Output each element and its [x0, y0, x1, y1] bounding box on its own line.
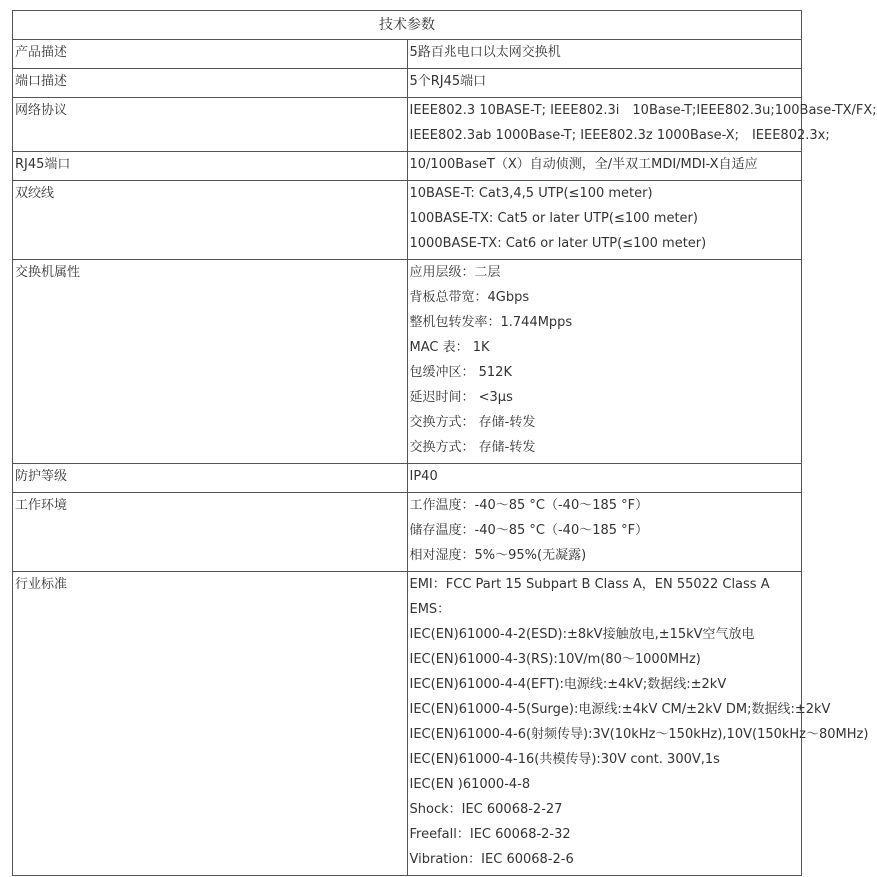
- value-line: Freefall：IEC 60068-2-32: [409, 827, 571, 842]
- row-value: [407, 260, 802, 464]
- table-row: [13, 181, 802, 260]
- row-value: [407, 572, 869, 876]
- value-line: IEC(EN)61000-4-6(射频传导):3V(10kHz～150kHz),10V(150kHz～80MHz): [409, 727, 869, 742]
- row-value: [407, 152, 802, 181]
- value-line: 5个RJ45端口: [409, 74, 487, 89]
- row-value: [407, 493, 802, 572]
- row-label: RJ45端口: [13, 152, 408, 181]
- value-line: 1000BASE-TX: Cat6 or later UTP(≤100 meter): [409, 236, 707, 251]
- value-line: IEC(EN)61000-4-3(RS):10V/m(80～1000MHz): [409, 652, 701, 667]
- value-line: 100BASE-TX: Cat5 or later UTP(≤100 meter): [409, 211, 698, 226]
- value-line: 交换方式： 存储-转发: [409, 415, 536, 430]
- row-label: 交换机属性: [13, 260, 408, 464]
- value-line: Vibration：IEC 60068-2-6: [409, 852, 574, 867]
- table-row: [13, 493, 802, 572]
- table-title: 技术参数: [13, 11, 802, 40]
- table-row: [13, 69, 802, 98]
- row-value: [407, 464, 802, 493]
- value-line: EMI：FCC Part 15 Subpart B Class A，EN 55022 Class A: [409, 577, 770, 592]
- value-line: 延迟时间： <3μs: [409, 390, 513, 405]
- row-label: 防护等级: [13, 464, 408, 493]
- value-line: IEC(EN)61000-4-16(共模传导):30V cont. 300V,1s: [409, 752, 720, 767]
- value-line: IEEE802.3ab 1000Base-T; IEEE802.3z 1000Base-X; IEEE802.3x;: [409, 128, 830, 143]
- value-line: 整机包转发率：1.744Mpps: [409, 315, 573, 330]
- value-line: EMS：: [409, 602, 451, 617]
- row-value: [407, 40, 802, 69]
- table-row: [13, 98, 802, 152]
- row-label: 行业标准: [13, 572, 408, 876]
- table-row: [13, 152, 802, 181]
- value-line: Shock：IEC 60068-2-27: [409, 802, 563, 817]
- value-line: 5路百兆电口以太网交换机: [409, 45, 561, 60]
- spec-table: [12, 10, 877, 876]
- value-line: IEC(EN)61000-4-5(Surge):电源线:±4kV CM/±2kV DM;数据线:±2kV: [409, 702, 831, 717]
- value-line: 10BASE-T: Cat3,4,5 UTP(≤100 meter): [409, 186, 653, 201]
- value-line: IEC(EN )61000-4-8: [409, 777, 531, 792]
- row-label: 产品描述: [13, 40, 408, 69]
- value-line: MAC 表： 1K: [409, 340, 490, 355]
- value-line: IEC(EN)61000-4-2(ESD):±8kV接触放电,±15kV空气放电: [409, 627, 755, 642]
- table-row: [13, 572, 802, 876]
- value-line: 包缓冲区： 512K: [409, 365, 512, 380]
- row-value: [407, 98, 877, 152]
- value-line: 工作温度：-40～85 °C（-40～185 °F）: [409, 498, 649, 513]
- table-row: [13, 464, 802, 493]
- value-line: IEC(EN)61000-4-4(EFT):电源线:±4kV;数据线:±2kV: [409, 677, 727, 692]
- table-row: [13, 40, 802, 69]
- value-line: 背板总带宽：4Gbps: [409, 290, 530, 305]
- row-value: [407, 69, 802, 98]
- row-value: [407, 181, 802, 260]
- row-label: 双绞线: [13, 181, 408, 260]
- value-line: 应用层级：二层: [409, 265, 501, 280]
- table-row: [13, 260, 802, 464]
- row-label: 网络协议: [13, 98, 408, 152]
- row-label: 工作环境: [13, 493, 408, 572]
- value-line: 相对湿度：5%～95%(无凝露): [409, 548, 587, 563]
- table-header-row: [13, 11, 802, 40]
- value-line: IEEE802.3 10BASE-T; IEEE802.3i 10Base-T;IEEE802.3u;100Base-TX/FX;: [409, 103, 877, 118]
- value-line: 10/100BaseT（X）自动侦测，全/半双工MDI/MDI-X自适应: [409, 157, 758, 172]
- row-label: 端口描述: [13, 69, 408, 98]
- value-line: 储存温度：-40～85 °C（-40～185 °F）: [409, 523, 649, 538]
- value-line: IP40: [409, 469, 438, 484]
- value-line: 交换方式： 存储-转发: [409, 440, 536, 455]
